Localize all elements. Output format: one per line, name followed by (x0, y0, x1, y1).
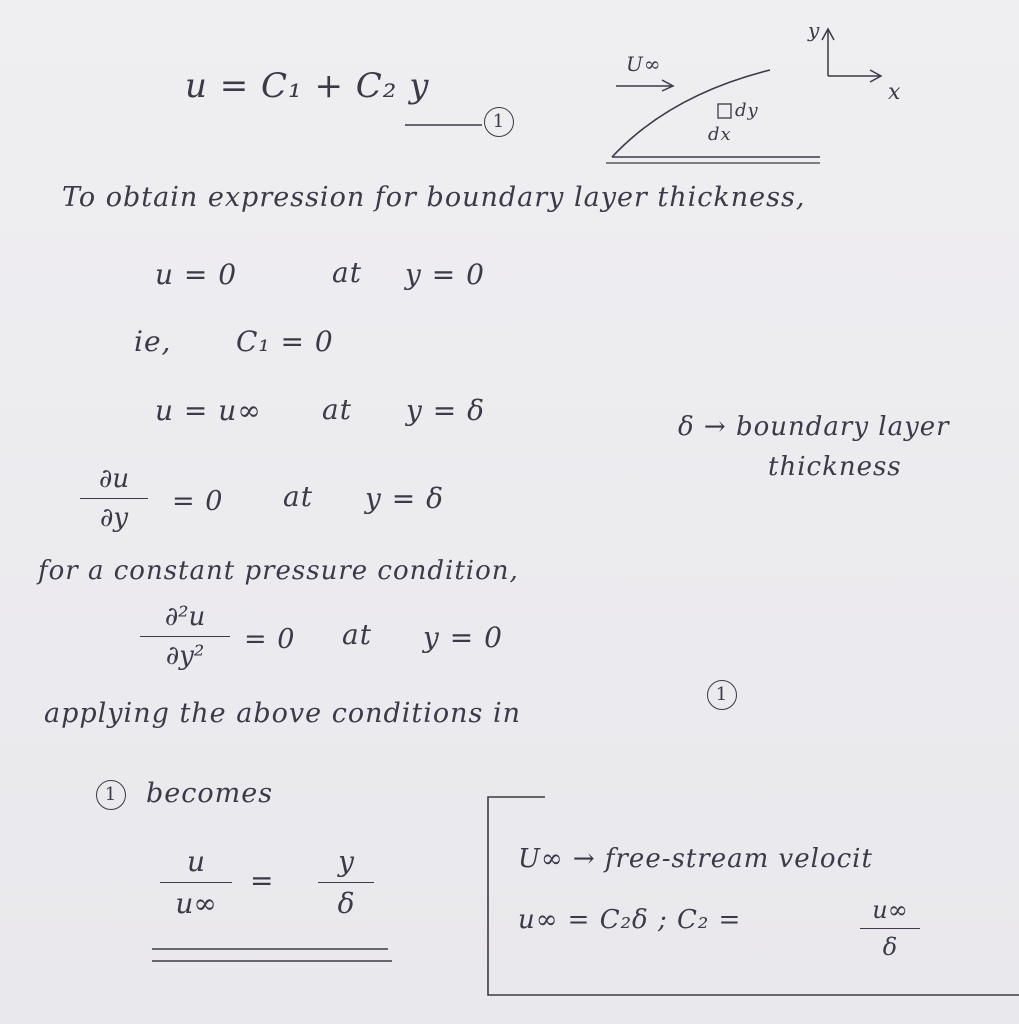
result-lhs-fraction: u u∞ (160, 845, 232, 920)
cond2-lhs: u = u∞ (155, 394, 262, 427)
ie-label: ie, (134, 325, 172, 358)
dx-label: dx (708, 124, 732, 145)
du-dy-fraction: ∂u ∂y (80, 464, 148, 533)
cond1-lhs: u = 0 (155, 258, 238, 291)
cond1-rhs: y = 0 (405, 258, 485, 291)
equation-1: u = C₁ + C₂ y (185, 66, 430, 106)
cond1-at: at (332, 256, 362, 289)
cond2-rhs: y = δ (406, 394, 485, 427)
applying-text: applying the above conditions in (44, 698, 521, 729)
c2-fraction: u∞ δ (860, 896, 920, 961)
cond4-eq: = 0 (244, 624, 296, 655)
cond3-at: at (283, 480, 313, 513)
free-stream-note: U∞ → free-stream velocit (518, 844, 873, 874)
cond4-rhs: y = 0 (423, 621, 503, 654)
result-rhs-fraction: y δ (318, 845, 374, 920)
cond4-at: at (342, 618, 372, 651)
cond2-at: at (322, 393, 352, 426)
intro-text: To obtain expression for boundary layer thickness, (62, 182, 806, 213)
u-inf-label: U∞ (626, 52, 662, 76)
cond3-eq: = 0 (172, 486, 224, 517)
c2-relation: u∞ = C₂δ ; C₂ = (518, 905, 742, 935)
element-square (718, 104, 731, 118)
d2u-dy2-fraction: ∂²u ∂y² (140, 602, 230, 671)
applying-ref: 1 (707, 680, 737, 710)
c1-zero: C₁ = 0 (236, 325, 334, 358)
becomes-ref: 1 (96, 780, 126, 810)
x-axis-label: x (888, 80, 902, 105)
pressure-note: for a constant pressure condition, (38, 556, 519, 586)
delta-note-line1: δ → boundary layer (678, 412, 950, 442)
y-axis-label: y (808, 18, 821, 42)
dy-label: dy (735, 100, 759, 121)
equation-ref-1: 1 (484, 107, 514, 137)
delta-note-line2: thickness (768, 452, 902, 482)
notes-box (488, 797, 1019, 995)
result-equals: = (250, 864, 275, 897)
cond3-rhs: y = δ (365, 482, 444, 515)
becomes-text: becomes (146, 778, 274, 809)
